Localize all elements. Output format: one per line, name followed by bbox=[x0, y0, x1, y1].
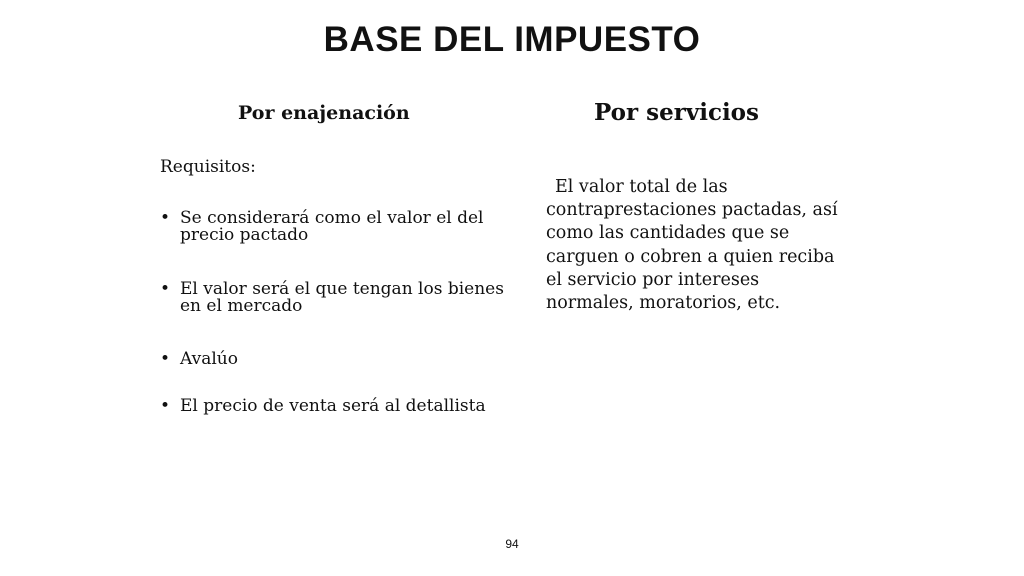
list-item-text: Avalúo bbox=[180, 349, 238, 369]
list-item bbox=[160, 210, 505, 244]
page-number: 94 bbox=[505, 537, 519, 551]
list-item-text: Se considerará como el valor el del precio pactado bbox=[180, 208, 484, 245]
list-item-text: El valor será el que tengan los bienes en el mercado bbox=[180, 279, 504, 316]
slide-title: BASE DEL IMPUESTO bbox=[323, 20, 701, 59]
servicios-description: El valor total de las contraprestaciones pactadas, así como las cantidades que se carguen o cobren a quien reciba el servicio por intereses normales, moratorios, etc. bbox=[546, 177, 838, 314]
requirements-label: Requisitos: bbox=[160, 157, 256, 177]
enajenacion-heading: Por enajenación bbox=[238, 102, 410, 124]
bullet-icon: • bbox=[160, 279, 171, 299]
bullet-icon: • bbox=[160, 349, 171, 369]
servicios-heading: Por servicios bbox=[594, 99, 759, 126]
bullet-icon: • bbox=[160, 208, 171, 228]
bullet-icon: • bbox=[160, 396, 171, 416]
list-item bbox=[160, 351, 505, 368]
list-item bbox=[160, 398, 505, 415]
requirements-list bbox=[160, 210, 505, 415]
list-item bbox=[160, 281, 505, 315]
list-item-text: El precio de venta será al detallista bbox=[180, 396, 486, 416]
